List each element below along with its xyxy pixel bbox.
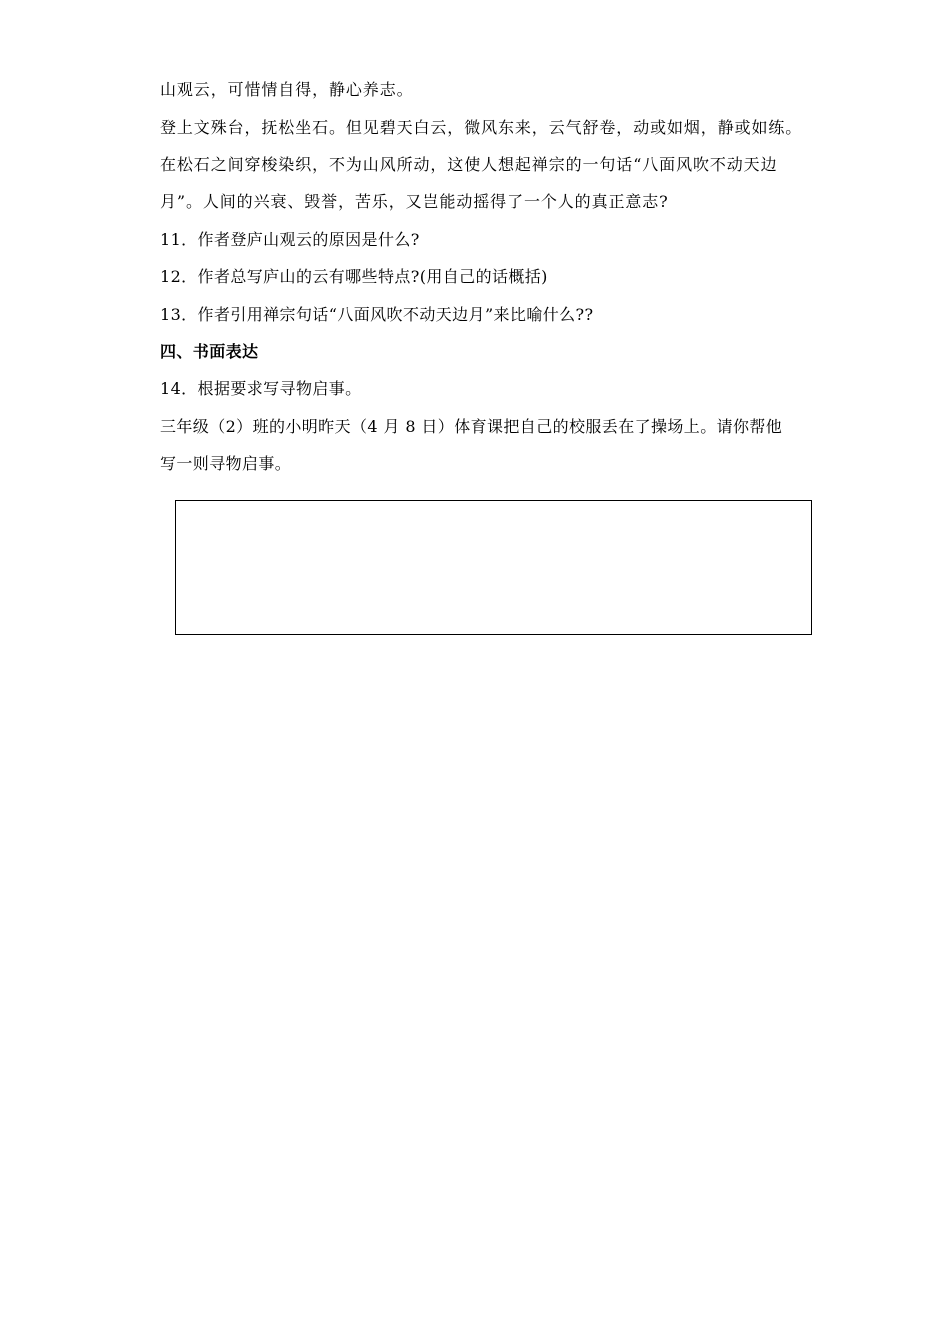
passage-line-1: 山观云，可惜情自得，静心养志。 — [160, 80, 414, 99]
question-14: 14．根据要求写寻物启事。 — [160, 379, 362, 398]
passage-line-3: 在松石之间穿梭染织，不为山风所动，这使人想起禅宗的一句话“八面风吹不动天边 — [160, 155, 778, 174]
question-14-prompt-line-2: 写一则寻物启事。 — [160, 454, 292, 473]
question-14-prompt-line-1: 三年级（2）班的小明昨天（4 月 8 日）体育课把自己的校服丢在了操场上。请你帮他 — [160, 417, 783, 436]
section-heading-writing: 四、书面表达 — [160, 342, 259, 361]
passage-line-2: 登上文殊台，抚松坐石。但见碧天白云，微风东来，云气舒卷，动或如烟，静或如练。 — [160, 118, 803, 137]
question-12: 12．作者总写庐山的云有哪些特点?(用自己的话概括) — [160, 267, 548, 286]
question-13: 13．作者引用禅宗句话“八面风吹不动天边月”来比喻什么?? — [160, 305, 594, 324]
question-11: 11．作者登庐山观云的原因是什么? — [160, 230, 420, 249]
passage-line-4: 月”。人间的兴衰、毁誉，苦乐，又岂能动摇得了一个人的真正意志? — [160, 192, 669, 211]
answer-box[interactable] — [175, 500, 812, 635]
